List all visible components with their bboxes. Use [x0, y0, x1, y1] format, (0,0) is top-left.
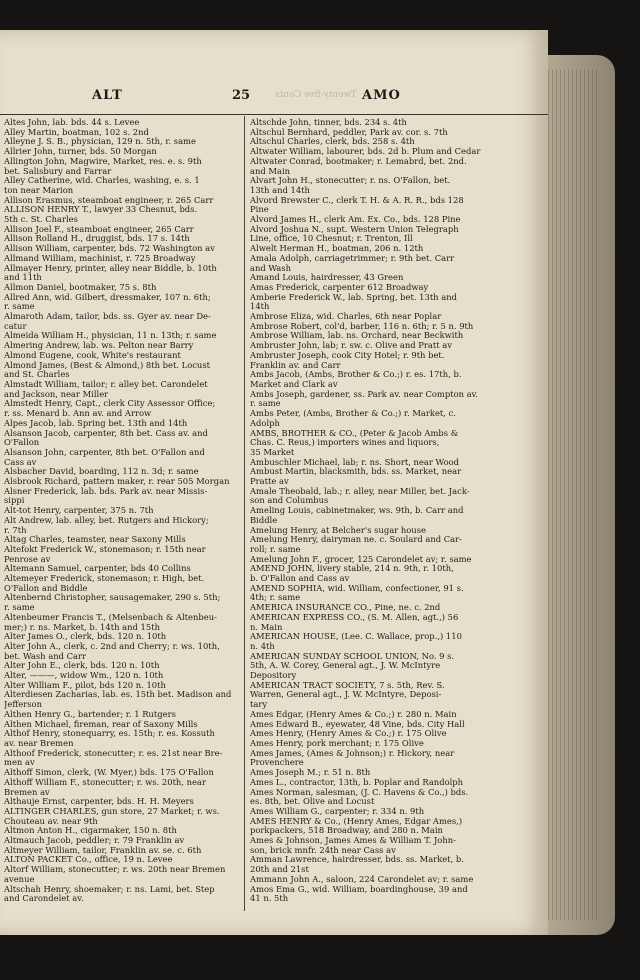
directory-entry: Alvord Brewster C., clerk T. H. & A. R. R., bds 128: [250, 195, 464, 205]
directory-entry: Franklin av. and Carr: [250, 360, 341, 370]
directory-entry: Alvart John H., stonecutter; r. ns. O'Fallon, bet.: [250, 176, 451, 186]
directory-entry: Altmon Anton H., cigarmaker, 150 n. 8th: [4, 826, 177, 836]
directory-entry: es. 8th, bet. Olive and Locust: [250, 797, 375, 807]
directory-entry: 5th, A. W. Corey, General agt., J. W. McIntyre: [250, 661, 441, 671]
directory-entry: n. 4th: [250, 641, 275, 651]
directory-entry: tary: [250, 700, 268, 710]
directory-entry: avenue: [4, 874, 35, 884]
directory-entry: Alter James O., clerk, bds. 120 n. 10th: [4, 632, 167, 642]
directory-entry: son, brick mnfr. 24th near Cass av: [250, 845, 396, 855]
directory-entry: Altorf William, stonecutter; r. ws. 20th near Bremen: [4, 865, 226, 875]
directory-entry: and 11th: [4, 273, 42, 283]
directory-entry: Ambrose Robert, col'd, barber, 116 n. 6th; r. 5 n. 9th: [250, 321, 474, 331]
directory-entry: roll; r. same: [250, 544, 301, 554]
left-guide-word: ALT: [92, 88, 123, 103]
directory-entry: mer;) r. ns. Market, b. 14th and 15th: [4, 622, 160, 632]
directory-entry: Almstadt William, tailor; r. alley bet. Carondelet: [4, 379, 208, 389]
directory-entry: Amas Frederick, carpenter 612 Broadway: [250, 282, 429, 292]
directory-entry: Alsbacher David, boarding, 112 n. 3d; r. same: [4, 467, 199, 477]
directory-entry: Almering Andrew, lab. ws. Pelton near Barry: [4, 341, 194, 351]
directory-entry: Penrose av: [4, 554, 51, 564]
directory-entry: 41 n. 5th: [250, 894, 289, 904]
directory-entry: Alsanson John, carpenter, 8th bet. O'Fallon and: [4, 447, 205, 457]
directory-entry: Chas. C. Reus,) importers wines and liquors,: [250, 438, 440, 448]
directory-entry: Altes John, lab. bds. 44 s. Levee: [4, 118, 140, 127]
directory-entry: 14th: [250, 302, 270, 312]
directory-entry: Ames James, (Ames & Johnson;) r. Hickory, near: [250, 748, 455, 758]
directory-entry: 5th c. St. Charles: [4, 215, 78, 225]
directory-entry: Altschde John, tinner, bds. 234 s. 4th: [250, 118, 407, 127]
directory-entry: and Main: [250, 166, 291, 176]
directory-entry: Altenbernd Christopher, sausagemaker, 290 s. 5th;: [4, 593, 221, 603]
directory-entry: AMERICAN EXPRESS CO., (S. M. Allen, agt.,) 56: [250, 612, 459, 622]
directory-entry: r. same: [250, 399, 281, 409]
directory-entry: Allison Erasmus, steamboat engineer, r. 265 Carr: [4, 195, 214, 205]
directory-entry: Alpes Jacob, lab. Spring bet. 13th and 14th: [4, 418, 188, 428]
directory-entry: Ames Norman, salesman, (J. C. Havens & Co.,) bds.: [250, 787, 469, 797]
directory-entry: Alter John E., clerk, bds. 120 n. 10th: [4, 661, 160, 671]
directory-entry: Ames L., contractor, 13th, b. Poplar and Randolph: [250, 777, 464, 787]
directory-entry: Ambrose William, lab. ns. Orchard, near Beckwith: [250, 331, 464, 341]
directory-entry: Althen Henry G., bartender; r. 1 Rutgers: [4, 709, 176, 719]
directory-entry: AMERICAN SUNDAY SCHOOL UNION, No. 9 s.: [250, 651, 455, 661]
directory-entry: Alt-tot Henry, carpenter, 375 n. 7th: [4, 506, 154, 516]
directory-page: [0, 30, 548, 935]
directory-entry: Althoof Frederick, stonecutter; r. es. 21st near Bre-: [4, 748, 223, 758]
directory-entry: Warren, General agt., J. W. McIntyre, Deposi-: [250, 690, 442, 700]
directory-entry: men av: [4, 758, 35, 768]
directory-entry: Alwelt Herman H., boatman, 206 n. 12th: [250, 244, 424, 254]
directory-entry: Alsner Frederick, lab. bds. Park av. near Missis-: [4, 486, 208, 496]
directory-entry: ALLISON HENRY T., lawyer 33 Chesnut, bds.: [4, 205, 198, 215]
directory-entry: 20th and 21st: [250, 865, 309, 875]
directory-entry: bet. Wash and Carr: [4, 651, 87, 661]
directory-entry: Altemeyer Frederick, stonemason; r. High, bet.: [4, 574, 205, 584]
directory-entry: ALTON PACKET Co., office, 19 n. Levee: [4, 855, 173, 865]
directory-entry: Amelung John F., grocer, 125 Carondelet av; r. same: [250, 554, 472, 564]
directory-entry: Chouteau av. near 9th: [4, 816, 98, 826]
directory-entry: r. ss. Menard b. Ann av. and Arrow: [4, 409, 152, 419]
directory-entry: porkpackers, 518 Broadway, and 280 n. Main: [250, 826, 443, 836]
directory-entry: Amelung Henry, at Belcher's sugar house: [250, 525, 426, 535]
directory-entry: Amelung Henry, dairyman ne. c. Soulard and Car-: [250, 535, 462, 545]
directory-entry: ton near Marion: [4, 185, 74, 195]
directory-entry: Ambruster John, lab; r. sw. c. Olive and Pratt av: [250, 341, 453, 351]
directory-entry: Allmayer Henry, printer, alley near Biddle, b. 10th: [4, 263, 217, 273]
directory-entry: Cass av: [4, 457, 37, 467]
directory-entry: r. 7th: [4, 525, 27, 535]
directory-entry: Almond Eugene, cook, White's restaurant: [4, 350, 181, 360]
directory-entry: Provenchere: [250, 758, 304, 768]
directory-entry: Ames Joseph M.; r. 51 n. 8th: [250, 768, 371, 778]
directory-entry: and St. Charles: [4, 370, 70, 380]
directory-entry: av. near Bremen: [4, 739, 74, 748]
directory-entry: r. same: [4, 302, 35, 312]
directory-entry: Bremen av: [4, 787, 50, 797]
directory-entry: b. O'Fallon and Cass av: [250, 574, 350, 584]
directory-entry: Ambuschler Michael, lab; r. ns. Short, near Wood: [250, 457, 460, 467]
directory-entry: catur: [4, 321, 27, 331]
directory-entry: Biddle: [250, 515, 278, 525]
directory-entry: sippi: [4, 496, 25, 506]
directory-entry: Altschah Henry, shoemaker; r. ns. Lami, bet. Step: [4, 884, 215, 894]
directory-entry: ALTINGER CHARLES, gun store, 27 Market; r. ws.: [4, 806, 220, 816]
directory-entry: Ames Henry, pork merchant; r. 175 Olive: [250, 739, 424, 748]
directory-entry: n. Main: [250, 622, 283, 632]
directory-entry: Adolph: [250, 418, 280, 428]
directory-entry: Ambruster Joseph, cook City Hotel; r. 9th bet.: [250, 350, 445, 360]
directory-entry: Althen Michael, fireman, rear of Saxony Mills: [4, 719, 198, 729]
directory-entry: Alley Martin, boatman, 102 s. 2nd: [4, 127, 149, 137]
directory-entry: Alsanson Jacob, carpenter, 8th bet. Cass av. and: [4, 428, 208, 438]
directory-entry: Ambrose Eliza, wid. Charles, 6th near Poplar: [250, 312, 442, 322]
directory-entry: Ambs Jacob, (Ambs, Brother & Co.;) r. es. 17th, b.: [250, 370, 462, 380]
directory-entry: AMERICAN TRACT SOCIETY, 7 s. 5th, Rev. S.: [250, 680, 445, 690]
directory-entry: Ames Henry, (Henry Ames & Co.;) r. 175 Olive: [250, 729, 447, 739]
right-column: [250, 118, 482, 904]
page-number: 25: [232, 88, 251, 103]
directory-entry: and Jackson, near Miller: [4, 389, 109, 399]
directory-entry: O'Fallon: [4, 438, 40, 448]
directory-entry: Altag Charles, teamster, near Saxony Mills: [4, 535, 186, 545]
directory-entry: Alvord James H., clerk Am. Ex. Co., bds. 128 Pine: [250, 215, 461, 225]
directory-entry: Ambs Peter, (Ambs, Brother & Co.;) r. Market, c.: [250, 409, 456, 419]
directory-entry: Amos Ema G., wid. William, boardinghouse, 39 and: [250, 884, 468, 894]
directory-entry: Amberie Frederick W., lab. Spring, bet. 13th and: [250, 292, 457, 302]
directory-entry: Althauje Ernst, carpenter, bds. H. H. Meyers: [4, 797, 194, 807]
directory-entry: AMEND SOPHIA, wid. William, confectioner, 91 s.: [250, 583, 464, 593]
directory-entry: Alley Catherine, wid. Charles, washing, e. s. 1: [4, 176, 200, 186]
directory-entry: Altwater William, labourer, bds. 2d b. Plum and Cedar: [250, 147, 481, 157]
column-divider: [244, 116, 245, 911]
directory-entry: Alleyne J. S. B., physician, 129 n. 5th, r. same: [4, 137, 196, 147]
directory-entry: AMBS, BROTHER & CO., (Peter & Jacob Ambs &: [250, 428, 459, 438]
directory-entry: Allred Ann, wid. Gilbert, dressmaker, 107 n. 6th;: [4, 292, 211, 302]
directory-entry: Alt Andrew, lab. alley, bet. Rutgers and Hickory;: [4, 515, 209, 525]
header-rule: [0, 114, 548, 115]
directory-entry: son and Columbus: [250, 496, 329, 506]
directory-entry: Allison William, carpenter, bds. 72 Washington av: [4, 244, 215, 254]
bleed-through-text: Twenty-five Cents: [275, 90, 357, 100]
directory-entry: Almond James, (Best & Almond,) 8th bet. Locust: [4, 360, 210, 370]
directory-entry: Almstedt Henry, Capt., clerk City Assessor Office;: [4, 399, 216, 409]
directory-entry: Altmauch Jacob, peddler; r. 79 Franklin av: [4, 836, 185, 846]
directory-entry: AMERICA INSURANCE CO., Pine, ne. c. 2nd: [250, 603, 441, 613]
directory-entry: Altefokt Frederick W., stonemason; r. 15th near: [4, 544, 206, 554]
directory-entry: r. same: [4, 603, 35, 613]
directory-entry: Alter William F., pilot, bds 120 n. 10th: [4, 680, 166, 690]
directory-entry: AMES HENRY & Co., (Henry Ames, Edgar Ames,): [250, 816, 463, 826]
directory-entry: Altenbeumer Francis T., (Melsenbach & Altenbeu-: [4, 612, 217, 622]
directory-entry: Ambust Martin, blacksmith, bds. ss. Market, near: [250, 467, 462, 477]
directory-entry: Amale Theobald, lab.; r. alley, near Miller, bet. Jack-: [250, 486, 470, 496]
directory-entry: Ammann John A., saloon, 224 Carondelet av; r. same: [250, 874, 474, 884]
directory-entry: Market and Clark av: [250, 379, 338, 389]
directory-entry: 4th; r. same: [250, 593, 301, 603]
directory-entry: Altschul Bernhard, peddler, Park av. cor. s. 7th: [250, 127, 448, 137]
directory-entry: bet. Salisbury and Farrar: [4, 166, 112, 176]
directory-entry: Altemann Samuel, carpenter, bds 40 Collins: [4, 564, 191, 574]
directory-entry: Ames William G., carpenter; r. 334 n. 9th: [250, 806, 425, 816]
directory-entry: Depository: [250, 671, 297, 681]
directory-entry: Line, office, 10 Chesnut; r. Trenton, Ill: [250, 234, 413, 244]
directory-entry: Almeida William H., physician, 11 n. 13th; r. same: [4, 331, 217, 341]
directory-entry: Almaroth Adam, tailor, bds. ss. Gyer av. near De-: [4, 312, 211, 322]
left-column: [4, 118, 236, 904]
directory-entry: and Wash: [250, 263, 291, 273]
directory-entry: Ames & Johnson, James Ames & William T. John-: [250, 836, 456, 846]
directory-entry: Pine: [250, 205, 269, 215]
right-guide-word: AMO: [362, 88, 401, 103]
directory-entry: Allington John, Magwire, Market, res. e. s. 9th: [4, 156, 202, 166]
directory-entry: Altmeyer William, tailor, Franklin av. se. c. 6th: [4, 845, 202, 855]
directory-entry: Althoff William F., stonecutter; r. ws. 20th, near: [4, 777, 207, 787]
directory-entry: Amand Louis, hairdresser, 43 Green: [250, 273, 404, 283]
directory-entry: Allmon Daniel, bootmaker, 75 s. 8th: [4, 282, 157, 292]
directory-entry: Ames Edward B., eyewater, 48 Vine, bds. City Hall: [250, 719, 465, 729]
directory-entry: Althof Henry, stonequarry, es. 15th; r. es. Kossuth: [4, 729, 215, 739]
page-header: [0, 88, 548, 110]
directory-entry: Altwater Conrad, bootmaker; r. Lemabrd, bet. 2nd.: [250, 156, 467, 166]
directory-entry: 13th and 14th: [250, 185, 310, 195]
directory-entry: Pratte av: [250, 477, 289, 487]
directory-entry: Ameling Louis, cabinetmaker, ws. 9th, b. Carr and: [250, 506, 464, 516]
directory-entry: Alvord Joshua N., supt. Western Union Telegraph: [250, 224, 459, 234]
directory-entry: O'Fallon and Biddle: [4, 583, 88, 593]
directory-entry: 35 Market: [250, 447, 295, 457]
directory-entry: and Carondelet av.: [4, 894, 84, 904]
directory-entry: Alsbrook Richard, pattern maker, r. rear 505 Morgan: [4, 477, 230, 487]
directory-entry: Alterdiesen Zacharias, lab. es. 15th bet. Madison and: [4, 690, 232, 700]
directory-entry: AMERICAN HOUSE, (Lee. C. Wallace, prop.,) 110: [250, 632, 462, 642]
directory-entry: Jefferson: [4, 700, 42, 710]
directory-entry: Allrier John, turner, bds. 50 Morgan: [4, 147, 157, 157]
directory-entry: Ames Edgar, (Henry Ames & Co.;) r. 280 n. Main: [250, 709, 457, 719]
directory-entry: Altschul Charles, clerk, bds. 258 s. 4th: [250, 137, 415, 147]
directory-entry: Amman Lawrence, hairdresser, bds. ss. Market, b.: [250, 855, 464, 865]
directory-entry: Ambs Joseph, gardener, ss. Park av. near Compton av.: [250, 389, 479, 399]
directory-entry: Alter John A., clerk, c. 2nd and Cherry; r. ws. 10th,: [4, 641, 220, 651]
directory-entry: Allison Joel F., steamboat engineer, 265 Carr: [4, 224, 194, 234]
directory-entry: Allmand William, machinist, r. 725 Broadway: [4, 253, 196, 263]
directory-entry: AMEND JOHN, livery stable, 214 n. 9th, r. 10th,: [250, 564, 454, 574]
directory-entry: Alter, ———, widow Wm., 120 n. 10th: [4, 671, 164, 681]
directory-entry: Allison Rolland H., druggist, bds. 17 s. 14th: [4, 234, 190, 244]
directory-entry: Althoff Simon, clerk, (W. Myer,) bds. 175 O'Fallon: [4, 768, 214, 778]
directory-entry: Amala Adolph, carriagetrimmer; r. 9th bet. Carr: [250, 253, 455, 263]
